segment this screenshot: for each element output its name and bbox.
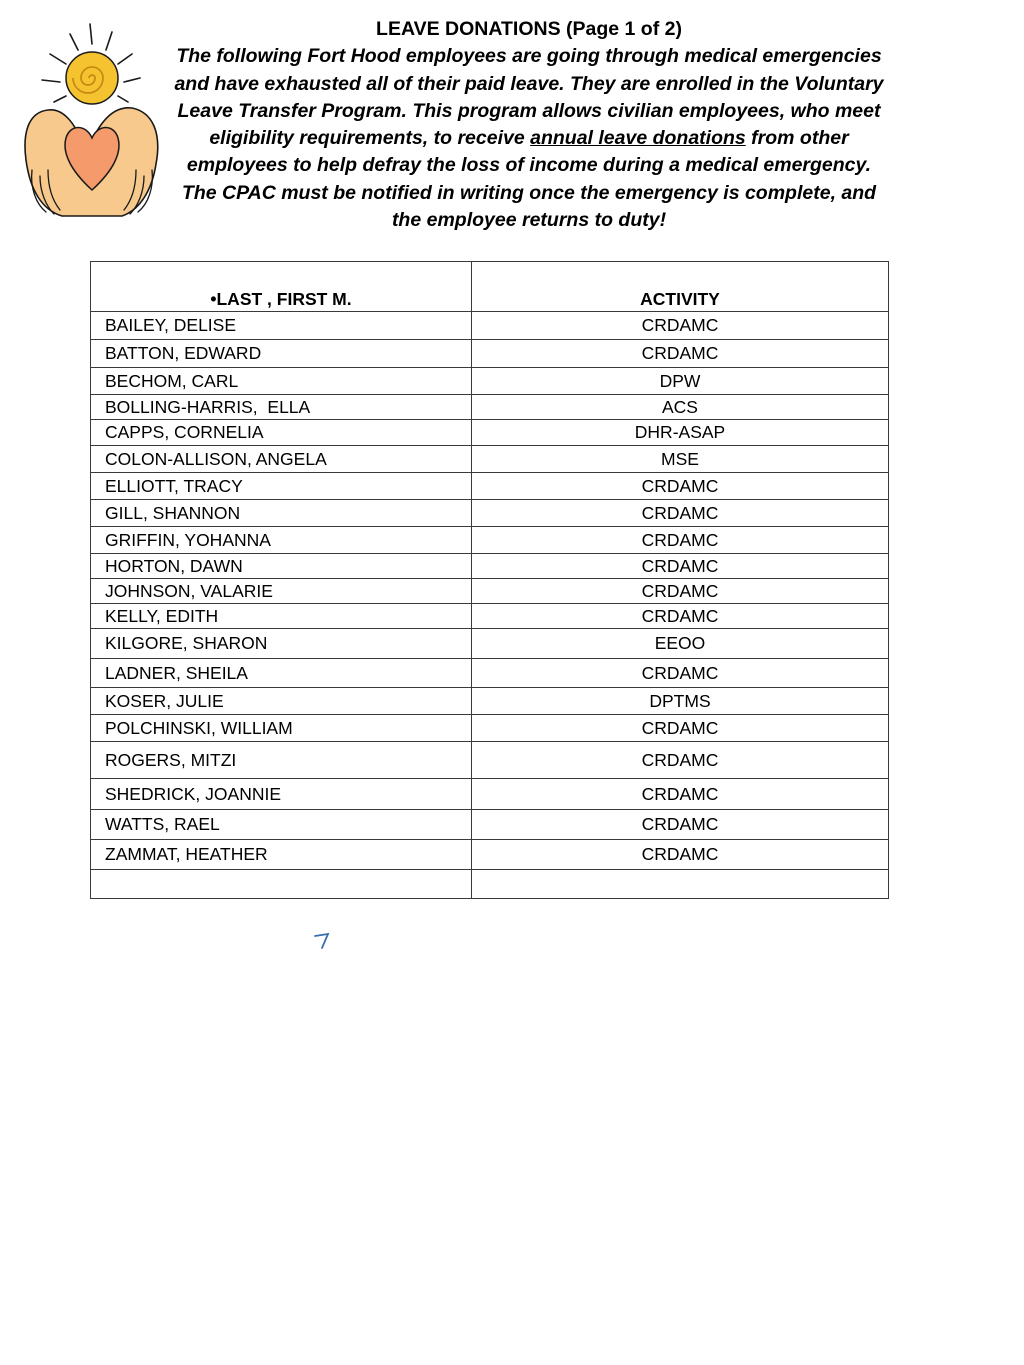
employee-name: GILL, SHANNON <box>91 500 472 527</box>
employee-activity: CRDAMC <box>472 340 889 368</box>
pen-mark-icon <box>312 930 334 950</box>
employee-name: ELLIOTT, TRACY <box>91 473 472 500</box>
employee-name: KILGORE, SHARON <box>91 629 472 659</box>
employee-activity: CRDAMC <box>472 779 889 810</box>
employee-activity: CRDAMC <box>472 473 889 500</box>
table-body <box>91 262 889 899</box>
leave-donations-table <box>90 261 889 899</box>
table-header-row <box>91 262 889 312</box>
table-row <box>91 779 889 810</box>
employee-name: WATTS, RAEL <box>91 810 472 840</box>
table-row <box>91 629 889 659</box>
intro-text-part1: The following Fort Hood employees are going through medical emergencies and have exhausted all of their paid leave. They are enrolled in the Voluntary Leave Transfer Program. This program allows civilian employees, who meet eligibility requirements, to receive <box>174 45 884 150</box>
table-row <box>91 527 889 554</box>
table-row <box>91 500 889 527</box>
intro-text-part2: from other employees to help defray the loss of income during a medical emergency. The CPAC must be notified in writing once the emergency is complete, and the employee returns to duty! <box>181 127 877 232</box>
table-row <box>91 340 889 368</box>
employee-name <box>91 870 472 899</box>
table-row <box>91 446 889 473</box>
employee-name: JOHNSON, VALARIE <box>91 579 472 604</box>
employee-name: GRIFFIN, YOHANNA <box>91 527 472 554</box>
employee-activity: CRDAMC <box>472 659 889 688</box>
table-row <box>91 715 889 742</box>
table-row <box>91 395 889 420</box>
table-row <box>91 368 889 395</box>
annual-leave-donations-link[interactable]: annual leave donations <box>530 127 746 150</box>
employee-activity: CRDAMC <box>472 715 889 742</box>
employee-activity: CRDAMC <box>472 579 889 604</box>
employee-name: CAPPS, CORNELIA <box>91 420 472 446</box>
employee-name: ZAMMAT, HEATHER <box>91 840 472 870</box>
employee-activity: CRDAMC <box>472 500 889 527</box>
employee-name: HORTON, DAWN <box>91 554 472 579</box>
document-title: LEAVE DONATIONS (Page 1 of 2) <box>376 18 682 40</box>
employee-name: LADNER, SHEILA <box>91 659 472 688</box>
table-row <box>91 420 889 446</box>
employee-activity: CRDAMC <box>472 527 889 554</box>
employee-activity: CRDAMC <box>472 810 889 840</box>
employee-name: KELLY, EDITH <box>91 604 472 629</box>
employee-activity: MSE <box>472 446 889 473</box>
employee-activity: EEOO <box>472 629 889 659</box>
table-row <box>91 579 889 604</box>
employee-name: ROGERS, MITZI <box>91 742 472 779</box>
table-row <box>91 604 889 629</box>
intro-paragraph <box>170 43 888 234</box>
table-row <box>91 312 889 340</box>
table-row <box>91 659 889 688</box>
employee-activity: CRDAMC <box>472 554 889 579</box>
employee-name: BAILEY, DELISE <box>91 312 472 340</box>
table-row <box>91 688 889 715</box>
header-activity: ACTIVITY <box>472 262 889 312</box>
employee-activity: DPW <box>472 368 889 395</box>
sun-heart-hands-icon <box>22 20 162 218</box>
employee-name: POLCHINSKI, WILLIAM <box>91 715 472 742</box>
employee-activity: CRDAMC <box>472 742 889 779</box>
header-name: •LAST , FIRST M. <box>91 262 472 312</box>
table-row <box>91 554 889 579</box>
employee-activity: CRDAMC <box>472 604 889 629</box>
employee-name: COLON-ALLISON, ANGELA <box>91 446 472 473</box>
employee-activity: CRDAMC <box>472 840 889 870</box>
employee-name: SHEDRICK, JOANNIE <box>91 779 472 810</box>
employee-name: KOSER, JULIE <box>91 688 472 715</box>
table-row <box>91 870 889 899</box>
table-row <box>91 473 889 500</box>
employee-name: BECHOM, CARL <box>91 368 472 395</box>
document-header <box>170 16 888 234</box>
employee-name: BOLLING-HARRIS, ELLA <box>91 395 472 420</box>
employee-activity: ACS <box>472 395 889 420</box>
employee-activity: DPTMS <box>472 688 889 715</box>
employee-name: BATTON, EDWARD <box>91 340 472 368</box>
employee-activity <box>472 870 889 899</box>
employee-activity: CRDAMC <box>472 312 889 340</box>
employee-activity: DHR-ASAP <box>472 420 889 446</box>
table-row <box>91 742 889 779</box>
table-row <box>91 810 889 840</box>
table-row <box>91 840 889 870</box>
